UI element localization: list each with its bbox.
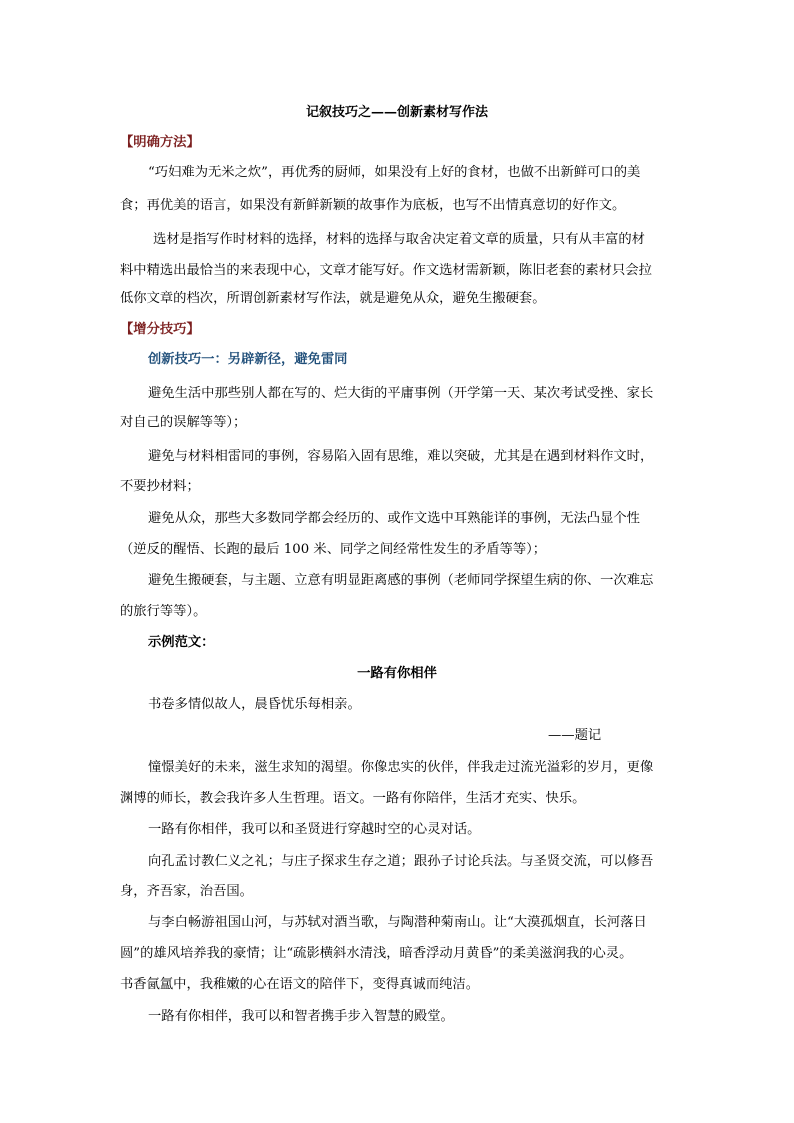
section-heading-tips: 【增分技巧】 bbox=[120, 322, 200, 337]
bullet-line: 避免生搬硬套，与主题、立意有明显距离感的事例（老师同学探望生病的你、一次难忘 bbox=[148, 573, 654, 588]
bullet-line: 不要抄材料； bbox=[120, 479, 200, 494]
essay-line: 与李白畅游祖国山河，与苏轼对酒当歌，与陶潜种菊南山。让“大漠孤烟直，长河落日 bbox=[148, 915, 647, 930]
tip-subheading: 创新技巧一：另辟新径，避免雷同 bbox=[148, 352, 348, 367]
paragraph-line: 食；再优美的语言，如果没有新鲜新颖的故事作为底板，也写不出情真意切的好作文。 bbox=[120, 198, 626, 213]
document-title: 记叙技巧之——创新素材写作法 bbox=[305, 105, 488, 120]
section-heading-method: 【明确方法】 bbox=[120, 135, 200, 150]
essay-line: 书香氤氲中，我稚嫩的心在语文的陪伴下，变得真诚而纯洁。 bbox=[120, 977, 480, 992]
epigraph: 书卷多情似故人，晨昏忧乐每相亲。 bbox=[148, 697, 361, 712]
example-label: 示例范文： bbox=[148, 635, 215, 650]
essay-line: 一路有你相伴，我可以和智者携手步入智慧的殿堂。 bbox=[148, 1009, 454, 1024]
essay-line: 身，齐吾家，治吾国。 bbox=[120, 884, 253, 899]
bullet-line: 避免生活中那些别人都在写的、烂大街的平庸事例（开学第一天、某次考试受挫、家长 bbox=[148, 386, 654, 401]
bullet-line: 对自己的误解等等）； bbox=[120, 415, 247, 430]
essay-line: 渊博的师长，教会我许多人生哲理。语文。一路有你陪伴，生活才充实、快乐。 bbox=[120, 791, 586, 806]
paragraph-line: 低你文章的档次，所谓创新素材写作法，就是避免从众，避免生搬硬套。 bbox=[120, 291, 546, 306]
paragraph-line: “巧妇难为无米之炊”，再优秀的厨师，如果没有上好的食材，也做不出新鲜可口的美 bbox=[148, 165, 641, 180]
epigraph-source: ——题记 bbox=[548, 728, 602, 743]
essay-line: 憧憬美好的未来，滋生求知的渴望。你像忠实的伙伴，伴我走过流光溢彩的岁月，更像 bbox=[148, 760, 654, 775]
bullet-line: 的旅行等等）。 bbox=[120, 604, 207, 619]
essay-line: 向孔孟讨教仁义之礼；与庄子探求生存之道；跟孙子讨论兵法。与圣贤交流，可以修吾 bbox=[148, 854, 654, 869]
paragraph-line: 选材是指写作时材料的选择，材料的选择与取舍决定着文章的质量，只有从丰富的材 bbox=[153, 232, 645, 247]
bullet-line: 避免与材料相雷同的事例，容易陷入固有思维，难以突破，尤其是在遇到材料作文时， bbox=[148, 449, 654, 464]
essay-line: 圆”的雄风培养我的豪情；让“疏影横斜水清浅，暗香浮动月黄昏”的柔美滋润我的心灵。 bbox=[120, 946, 633, 961]
bullet-line: 避免从众，那些大多数同学都会经历的、或作文选中耳熟能详的事例，无法凸显个性 bbox=[148, 511, 640, 526]
paragraph-line: 料中精选出最恰当的来表现中心，文章才能写好。作文选材需新颖，陈旧老套的素材只会拉 bbox=[120, 263, 652, 278]
bullet-line: （逆反的醒悟、长跑的最后 100 米、同学之间经常性发生的矛盾等等）； bbox=[120, 542, 547, 557]
essay-title: 一路有你相伴 bbox=[357, 666, 437, 681]
essay-line: 一路有你相伴，我可以和圣贤进行穿越时空的心灵对话。 bbox=[148, 822, 481, 837]
